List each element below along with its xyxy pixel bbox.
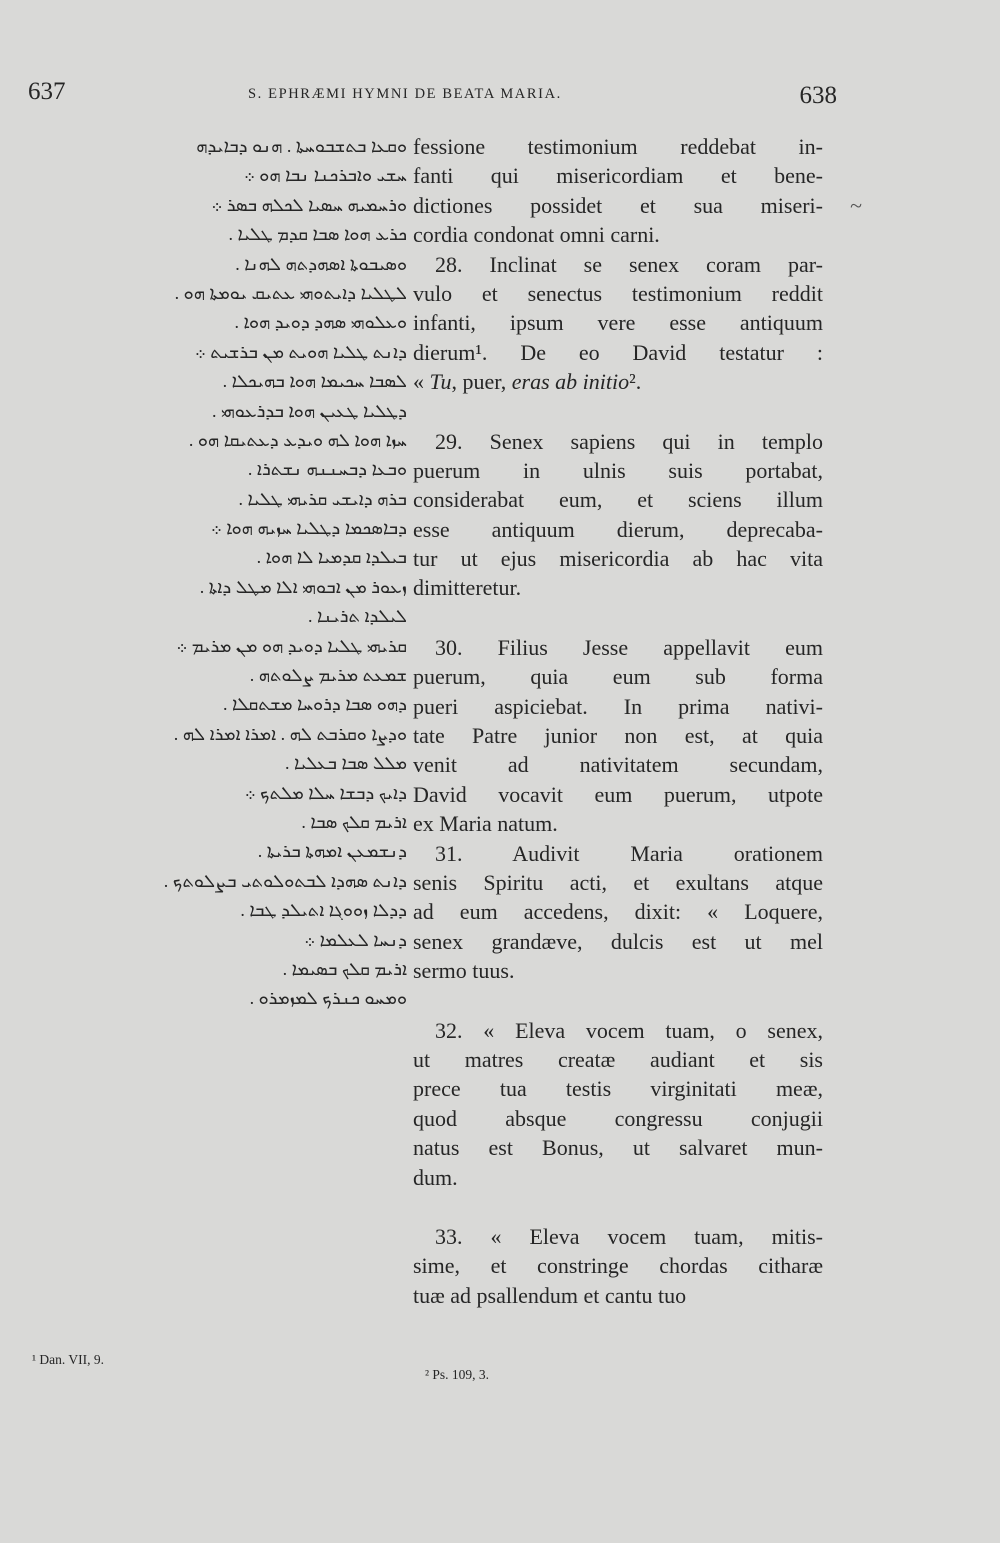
latin-line: 31. Audivit Maria orationem xyxy=(435,840,823,866)
syriac-line: ܚܙܐ ܗܘܐ ܠܗ ܘܝܕܥ ܕܥܬܝܩܐ ܗܘ . xyxy=(188,429,407,450)
syriac-line: ܘܣܝܒܘܬܐ ܐܣܗܕܬܗ ܠܗܢܐ . xyxy=(235,253,407,274)
latin-line: 28. Inclinat se senex coram par- xyxy=(435,251,823,277)
syriac-line: ܕܕܠܐ ܙܘܘܓܐ ܐܬܝܠܕ ܛܒܐ . xyxy=(240,900,407,921)
latin-line: vulo et senectus testimonium reddit xyxy=(413,280,823,306)
syriac-line: ܕܢܚܐ ܠܥܠܡܐ ܀ xyxy=(304,929,407,950)
latin-line: senis Spiritu acti, et exultans atque xyxy=(413,869,823,895)
latin-line xyxy=(413,1192,823,1222)
syriac-line: ܘܩܥܐ ܒܬܫܒܘܚܬܐ . ܗܢܘ ܕܒܐܝܕܗ xyxy=(196,136,407,156)
syriac-line: ܘܒܥܐ ܕܒܚܢܢܗ ܢܫܬܪܐ . xyxy=(247,459,407,480)
latin-line: senex grandæve, dulcis est ut mel xyxy=(413,928,823,954)
right-page-number: 638 xyxy=(799,82,837,109)
latin-text-column xyxy=(413,132,823,1310)
latin-line: 29. Senex sapiens qui in templo xyxy=(435,428,823,454)
latin-line: natus est Bonus, ut salvaret mun- xyxy=(413,1135,823,1161)
syriac-line: ܐܪܝܡ ܩܠܟ ܒܣܝܡܐ . xyxy=(282,958,407,979)
latin-line: puerum, quia eum sub forma xyxy=(413,664,823,690)
latin-line xyxy=(413,986,823,1016)
latin-line: David vocavit eum puerum, utpote xyxy=(413,781,823,807)
syriac-text-column xyxy=(12,132,407,1014)
footnote-left: ¹ Dan. VII, 9. xyxy=(32,1352,105,1367)
latin-line: infanti, ipsum vere esse antiquum xyxy=(413,310,823,336)
latin-line: 33. « Eleva vocem tuam, mitis- xyxy=(435,1223,823,1249)
syriac-line: ܡܠܠ ܣܒܐ ܒܥܠܝܐ . xyxy=(285,753,407,774)
syriac-line: ܠܝܠܕܐ ܬܪܝܢܐ . xyxy=(307,606,407,627)
latin-line: dierum¹. De eo David testatur : xyxy=(413,339,823,365)
latin-line: tuæ ad psallendum et cantu tuo xyxy=(413,1282,687,1308)
latin-line: venit ad nativitatem secundam, xyxy=(413,752,823,778)
left-page-number: 637 xyxy=(28,78,66,105)
latin-line: dimitteretur. xyxy=(413,575,522,601)
latin-line: fanti qui misericordiam et bene- xyxy=(413,163,823,189)
margin-mark: ~ xyxy=(850,193,862,218)
syriac-line: ܠܛܠܝܐ ܕܐܝܬܘܗܝ ܥܬܝܩ ܝܘܡܬܐ ܗܘ . xyxy=(174,282,407,303)
latin-line: prece tua testis virginitati meæ, xyxy=(413,1076,823,1102)
latin-line: « Tu, puer, eras ab initio². xyxy=(413,369,642,395)
latin-line: considerabat eum, et sciens illum xyxy=(413,487,823,513)
running-title: S. EPHRÆMI HYMNI DE BEATA MARIA. xyxy=(248,86,562,102)
syriac-line: ܘܥܠܘܗܝ ܣܗܕ ܕܘܝܕ ܗܘܐ . xyxy=(234,312,407,333)
latin-line: tate Patre junior non est, at quia xyxy=(413,723,823,749)
latin-line: ut matres creatæ audiant et sis xyxy=(413,1046,823,1072)
syriac-line: ܚܫܝ ܘܐܒܪܟܢܐ ܢܒܐ ܗܘ ܀ xyxy=(244,165,407,186)
latin-line: sermo tuus. xyxy=(413,958,515,984)
syriac-line: ܐܪܝܡ ܩܠܟ ܣܒܐ . xyxy=(301,811,407,832)
syriac-line: ܟܪܥ ܗܘܐ ܣܒܐ ܩܕܡ ܛܠܝܐ . xyxy=(228,224,407,245)
latin-line xyxy=(413,603,823,633)
syriac-line: ܩܪܝܗܝ ܛܠܝܐ ܕܘܝܕ ܗܘ ܡܢ ܡܪܝܡ ܀ xyxy=(176,635,407,656)
latin-line: pueri aspiciebat. In prima nativi- xyxy=(413,693,823,719)
latin-line: quod absque congressu conjugii xyxy=(413,1105,823,1131)
syriac-line: ܒܝܠܕܐ ܩܕܡܝܐ ܠܐ ܗܘܐ . xyxy=(256,547,407,568)
latin-line: ad eum accedens, dixit: « Loquere, xyxy=(413,899,823,925)
latin-line xyxy=(413,397,823,427)
footnote-right: ² Ps. 109, 3. xyxy=(425,1367,490,1382)
syriac-line: ܕܒܐܣܟܡܐ ܕܛܠܝܐ ܚܙܝܗ ܗܘܐ ܀ xyxy=(210,518,407,539)
syriac-line: ܕܐܝܟ ܕܒܫܐ ܚܠܐ ܡܠܬܟ ܀ xyxy=(244,782,407,803)
syriac-line: ܘܡܚܘ ܟܢܪܟ ܠܡܙܡܪܘ . xyxy=(249,988,407,1009)
latin-line: dictiones possidet et sua miseri- xyxy=(413,192,823,218)
syriac-line: ܕܢܫܡܥܢ ܐܡܗܬܐ ܒܪܝܬܐ . xyxy=(257,841,407,862)
syriac-line: ܒܪܗ ܕܐܝܫܝ ܩܪܝܗܝ ܛܠܝܐ . xyxy=(238,488,407,509)
latin-line: sime, et constringe chordas citharæ xyxy=(413,1253,823,1279)
syriac-line: ܫܡܥܬ ܡܪܝܡ ܨܠܘܬܗ . xyxy=(249,665,407,686)
syriac-line: ܘܪܚܡܝܗ ܚܣܝܐ ܠܟܠܗ ܒܣܪ ܀ xyxy=(211,194,407,215)
syriac-line: ܘܕܨܐ ܘܩܪܒܬ ܠܗ . ܐܡܪܐ ܐܡܪܐ ܠܗ . xyxy=(173,723,407,744)
syriac-line: ܙܥܘܪ ܡܢ ܐܒܘܗܝ ܐܠܐ ܡܛܠ ܕܐܬܐ . xyxy=(199,576,407,597)
latin-line: tur ut ejus misericordia ab hac vita xyxy=(413,546,823,572)
latin-line: 32. « Eleva vocem tuam, o senex, xyxy=(435,1017,823,1043)
syriac-line: ܕܛܠܝܐ ܛܥܝܢ ܗܘܐ ܒܕܪܥܘܗܝ . xyxy=(212,400,407,421)
page-header xyxy=(0,78,1000,118)
latin-line: cordia condonat omni carni. xyxy=(413,222,660,248)
syriac-line: ܕܗܘ ܣܒܐ ܕܪܘܚܐ ܡܫܬܩܠܐ . xyxy=(222,694,407,715)
syriac-line: ܕܐܢܬ ܛܠܝܐ ܗܘܝܬ ܡܢ ܒܪܫܝܬ ܀ xyxy=(194,341,407,362)
syriac-line: ܕܐܢܬ ܣܗܕܐ ܠܒܬܘܠܘܬܝ ܒܨܠܘܬܟ . xyxy=(163,870,407,891)
latin-line: esse antiquum dierum, deprecaba- xyxy=(413,516,823,542)
latin-line: ex Maria natum. xyxy=(413,811,558,837)
latin-line: dum. xyxy=(413,1164,458,1190)
syriac-line: ܠܣܒܐ ܚܟܝܡܐ ܗܘܐ ܒܗܝܟܠܐ . xyxy=(222,371,407,392)
latin-line: puerum in ulnis suis portabat, xyxy=(413,457,823,483)
latin-line: 30. Filius Jesse appellavit eum xyxy=(435,634,823,660)
latin-line: fessione testimonium reddebat in- xyxy=(413,134,823,159)
